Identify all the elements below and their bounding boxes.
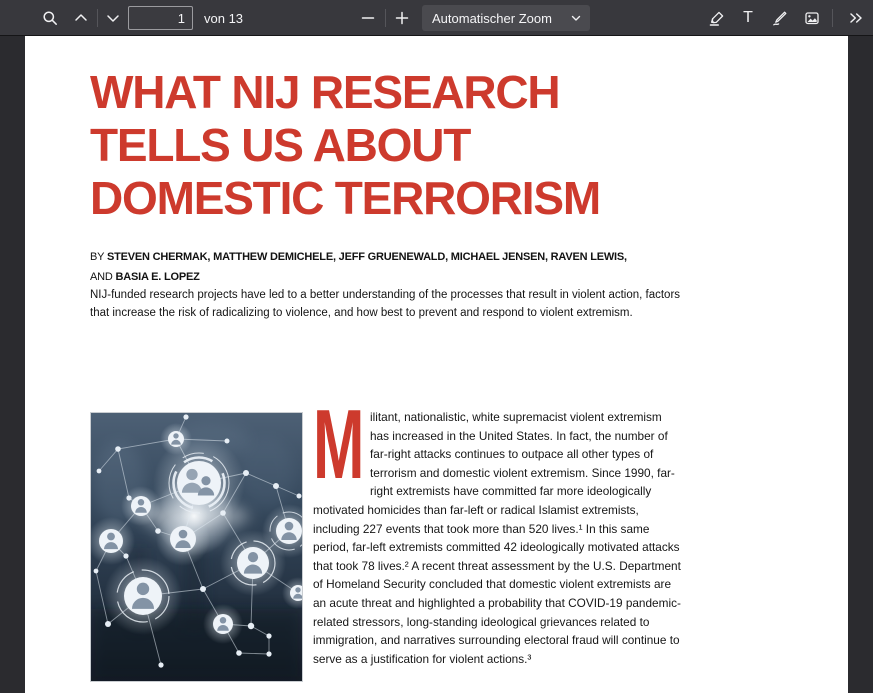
article-photo <box>90 412 303 682</box>
article-standfirst: NIJ-funded research projects have led to a better understanding of the processes that result in violent action, factors that increase the risk of radicalizing to violence, and how best to prevent and respond to violent extremism. <box>90 289 681 319</box>
toolbar-separator <box>832 9 833 27</box>
byline-prefix: BY <box>90 251 107 263</box>
title-line: WHAT NIJ RESEARCH <box>90 66 560 118</box>
byline-line <box>90 268 627 288</box>
find-button[interactable] <box>36 4 64 32</box>
toolbar-separator <box>97 9 98 27</box>
drop-cap: M <box>313 389 365 499</box>
previous-page-button[interactable] <box>67 4 95 32</box>
article-byline <box>90 248 627 287</box>
draw-tool-button[interactable] <box>766 4 794 32</box>
text-tool-button[interactable] <box>734 4 762 32</box>
byline-prefix: AND <box>90 270 116 283</box>
plus-icon <box>394 10 410 26</box>
article-body <box>313 389 681 668</box>
highlight-tool-button[interactable] <box>703 4 731 32</box>
byline-authors: BASIA E. LOPEZ <box>115 270 200 283</box>
page-number-input[interactable] <box>128 6 193 30</box>
add-image-icon <box>804 10 820 26</box>
body-text: ilitant, nationalistic, white supremacist violent extremism has increased in the United States. In fact, the number of far-right attacks continues to outpace all other types of terrorism and domestic violent extremism. Since 1990, far-right extremists have committed far more ideologically motivated homicides than far-left or radical Islamist extremists, including 227 events that took more than 520 lives.¹ In this same period, far-left extremists committed 42 ideologically motivated attacks that took 78 lives.² A recent threat assessment by the U.S. Department of Homeland Security concluded that domestic violent extremists are an acute threat and highlighted a probability that COVID-19 pandemic-related stressors, long-standing ideological grievances related to immigration, and narratives surrounding electoral fraud will continue to serve as a justification for violent actions.³ <box>313 410 681 666</box>
text-tool-icon: T <box>743 9 753 26</box>
toolbar-more-button[interactable] <box>842 4 870 32</box>
chevron-down-icon <box>105 10 121 26</box>
next-page-button[interactable] <box>99 4 127 32</box>
minus-icon <box>360 10 376 26</box>
zoom-in-button[interactable] <box>388 4 416 32</box>
highlighter-icon <box>709 10 725 26</box>
pdf-toolbar <box>0 0 873 36</box>
title-line: DOMESTIC TERRORISM <box>90 172 600 224</box>
double-chevron-right-icon <box>848 10 864 26</box>
article-title <box>90 66 600 225</box>
image-tool-button[interactable] <box>798 4 826 32</box>
pdf-page <box>25 36 848 693</box>
zoom-out-button[interactable] <box>354 4 382 32</box>
toolbar-separator <box>385 9 386 27</box>
chevron-down-icon <box>571 15 581 23</box>
pdf-viewport[interactable] <box>0 36 873 693</box>
byline-authors: STEVEN CHERMAK, MATTHEW DEMICHELE, JEFF GRUENEWALD, MICHAEL JENSEN, RAVEN LEWIS, <box>106 251 627 263</box>
zoom-level-select[interactable] <box>422 5 590 31</box>
chevron-up-icon <box>73 10 89 26</box>
byline-line <box>90 248 627 268</box>
zoom-level-label: Automatischer Zoom <box>432 10 552 26</box>
page-count-label: von 13 <box>204 10 244 26</box>
network-people-illustration <box>91 413 302 681</box>
search-icon <box>42 10 58 26</box>
title-line: TELLS US ABOUT <box>90 119 471 171</box>
ink-pen-icon <box>772 10 788 26</box>
